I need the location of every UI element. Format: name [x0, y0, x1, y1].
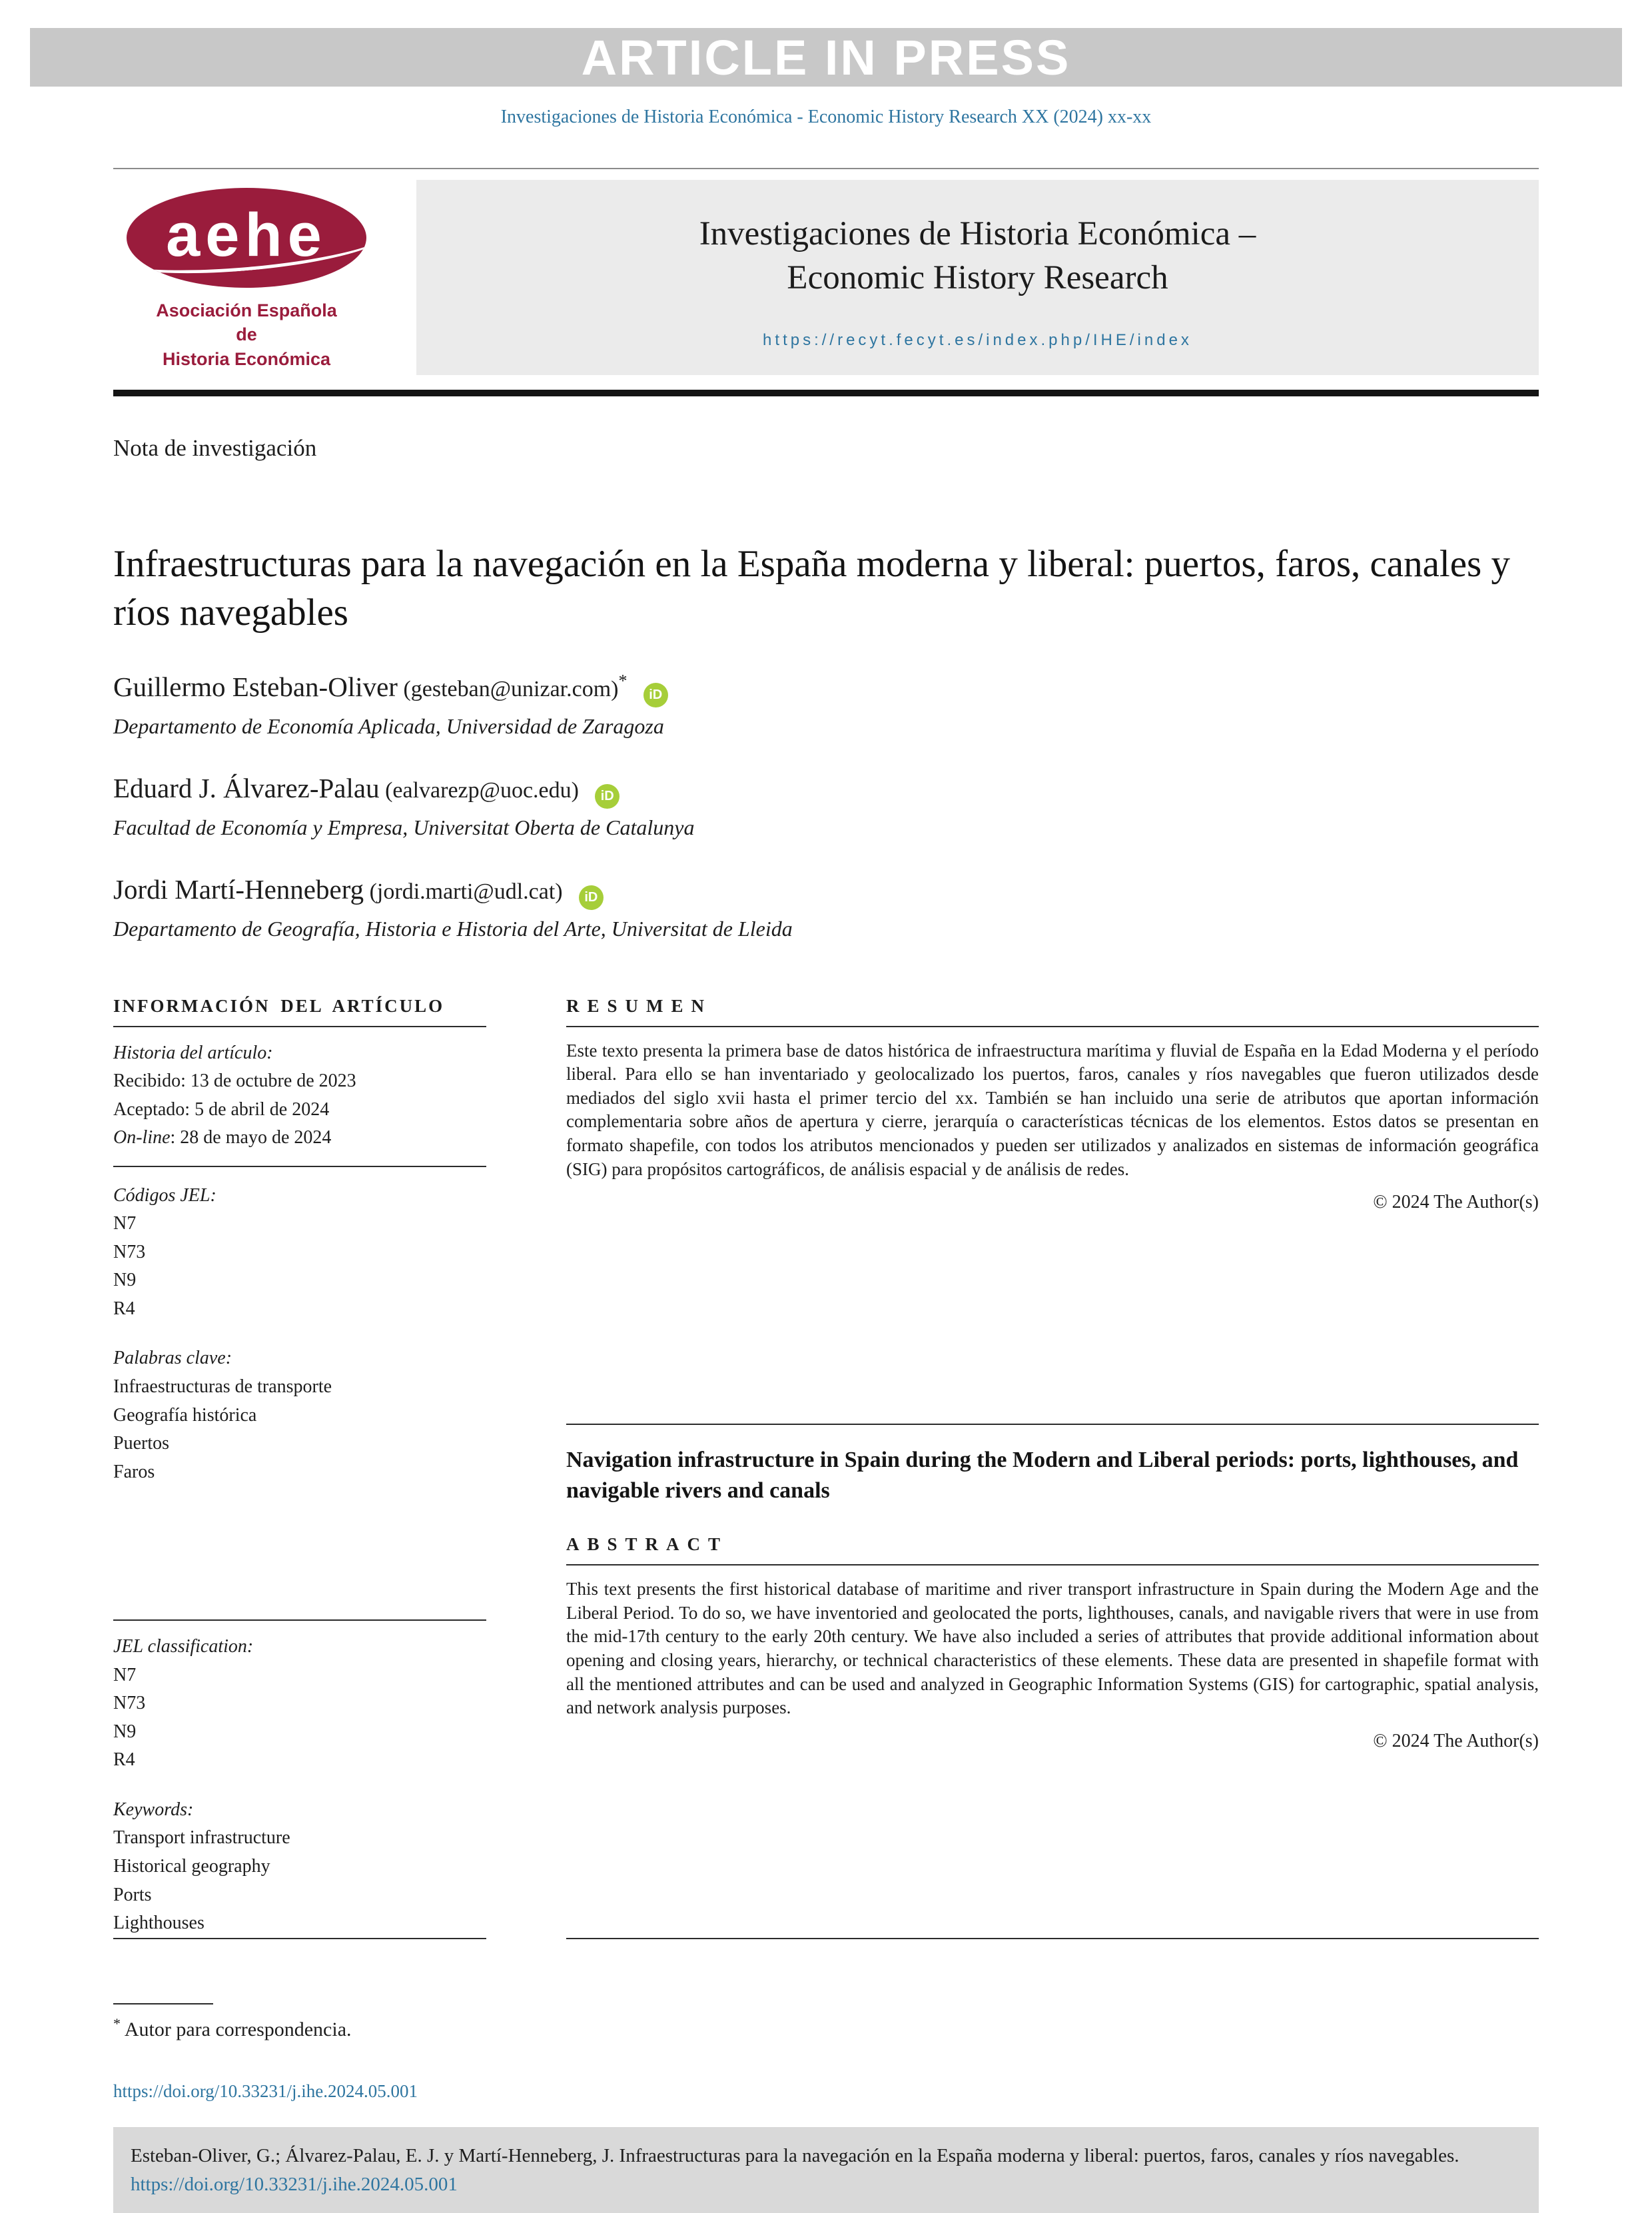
author-block	[113, 873, 1539, 941]
history-accepted: Aceptado: 5 de abril de 2024	[113, 1099, 330, 1120]
keyword: Infraestructuras de transporte	[113, 1376, 332, 1397]
copyright-es: © 2024 The Author(s)	[1373, 1192, 1539, 1213]
article-info-heading: INFORMACIÓN DEL ARTÍCULO	[113, 996, 486, 1027]
author-line	[113, 873, 1539, 910]
footnote-text-line	[113, 2015, 1539, 2041]
author-email: (jordi.marti@udl.cat)	[364, 879, 563, 904]
jel-codes-block	[113, 1182, 486, 1324]
citation-doi-link[interactable]: https://doi.org/10.33231/j.ihe.2024.05.001	[131, 2173, 458, 2195]
history-online	[113, 1124, 486, 1152]
publisher-name-line1: Asociación Española	[156, 300, 337, 320]
doi-line	[113, 2081, 1539, 2102]
history-label: Historia del artículo:	[113, 1042, 273, 1063]
doi-link[interactable]: https://doi.org/10.33231/j.ihe.2024.05.001	[113, 2080, 418, 2101]
history-received: Recibido: 13 de octubre de 2023	[113, 1071, 356, 1092]
journal-reference-link[interactable]: Investigaciones de Historia Económica - Economic History Research XX (2024) xx-xx	[500, 107, 1152, 127]
article-title: Infraestructuras para la navegación en la España moderna y liberal: puertos, faros, canales y ríos navegables	[113, 542, 1510, 634]
author-affiliation: Departamento de Geografía, Historia e Historia del Arte, Universitat de Lleida	[113, 916, 793, 941]
english-title: Navigation infrastructure in Spain during the Modern and Liberal periods: ports, lighthouses, and navigable rivers and canals	[566, 1448, 1519, 1504]
author-block	[113, 772, 1539, 840]
jel-code: N9	[113, 1270, 137, 1291]
jel-classification-block	[113, 1633, 486, 1775]
jel-classification-label: JEL classification:	[113, 1636, 254, 1657]
journal-reference-line	[0, 107, 1652, 128]
jel-code: N9	[113, 1721, 137, 1742]
resumen-text: Este texto presenta la primera base de datos histórica de infraestructura marítima y fluvial de España en la Edad Moderna y el período liberal. Para ello se han inventariado y geolocalizado los puertos, faros, canales y ríos navegables que fueron utilizados desde mediados del siglo xvii hasta el primer tercio del xx. También se han incluido una serie de atributos que aportan información complementaria sobre años de apertura y cierre, jerarquía o características técnicas de los elementos. Estos datos se presentan en formato shapefile, con todos los atributos mencionados y pueden ser utilizados y analizados en sistemas de información geográfica (SIG) para propósitos cartográficos, de análisis espacial y de análisis de redes.	[566, 1040, 1539, 1179]
author-affiliation: Departamento de Economía Aplicada, Universidad de Zaragoza	[113, 713, 664, 738]
keyword: Transport infrastructure	[113, 1827, 290, 1849]
jel-code: R4	[113, 1749, 135, 1771]
author-email: (gesteban@unizar.com)	[397, 676, 619, 701]
correspondence-footnote	[113, 2003, 1539, 2041]
masthead-divider	[113, 390, 1539, 396]
info-abstract-columns	[113, 996, 1539, 1939]
jel-code: N7	[113, 1213, 137, 1234]
copyright-en: © 2024 The Author(s)	[1373, 1730, 1539, 1751]
english-abstract-section	[566, 1424, 1539, 1752]
keywords-en-block	[113, 1796, 486, 1938]
publisher-name	[156, 298, 337, 371]
aehe-logo-acronym: aehe	[166, 201, 327, 269]
jel-classification-section	[113, 1619, 486, 1937]
keyword: Geografía histórica	[113, 1404, 257, 1426]
author-line	[113, 772, 1539, 809]
journal-title	[443, 212, 1512, 300]
keyword: Lighthouses	[113, 1913, 205, 1934]
author-email: (ealvarezp@uoc.edu)	[379, 777, 579, 803]
footnote-marker: *	[113, 2014, 121, 2032]
keywords-block	[113, 1344, 486, 1486]
orcid-icon[interactable]: iD	[579, 885, 604, 910]
jel-code: R4	[113, 1298, 135, 1319]
article-history-block	[113, 1027, 486, 1167]
jel-code: N73	[113, 1241, 146, 1262]
keyword: Faros	[113, 1461, 155, 1482]
resumen-heading: RESUMEN	[566, 996, 1539, 1027]
keywords-en-label: Keywords:	[113, 1799, 194, 1820]
footnote-text: Autor para correspondencia.	[121, 2018, 352, 2040]
history-online-value: : 28 de mayo de 2024	[170, 1127, 332, 1148]
jel-codes-label: Códigos JEL:	[113, 1184, 216, 1206]
footnote-divider	[113, 2003, 213, 2004]
journal-title-line1: Investigaciones de Historia Económica –	[699, 215, 1256, 252]
correspondence-marker: *	[618, 670, 627, 690]
orcid-icon[interactable]: iD	[595, 784, 620, 809]
abstract-column	[566, 996, 1539, 1939]
keyword: Historical geography	[113, 1855, 270, 1877]
masthead	[113, 168, 1539, 375]
article-in-press-banner	[30, 28, 1622, 87]
orcid-icon[interactable]: iD	[643, 683, 668, 707]
keywords-label: Palabras clave:	[113, 1348, 232, 1369]
document-type-label: Nota de investigación	[113, 434, 317, 461]
article-info-column	[113, 996, 486, 1939]
aehe-logo-icon	[127, 188, 366, 288]
abstract-text: This text presents the first historical database of maritime and river transport infrastructure in Spain during the Modern Age and the Liberal Period. To do so, we have inventoried and geolocated the ports, lighthouses, canals, and navigable rivers that were in use from the mid-17th century to the early 20th century. We have also included a series of attributes that provide additional information about opening and closing years, hierarchy, or technical characteristics of these elements. These data are presented in shapefile format with all the mentioned attributes and can be used and analyzed in Geographic Information Systems (GIS) for cartographic, spatial analysis, and network analysis purposes.	[566, 1579, 1539, 1718]
publisher-name-line2: de	[236, 324, 257, 345]
author-affiliation: Facultad de Economía y Empresa, Universitat Oberta de Catalunya	[113, 815, 695, 839]
citation-text: Esteban-Oliver, G.; Álvarez-Palau, E. J. y Martí-Henneberg, J. Infraestructuras para la navegación en la España moderna y liberal: puertos, faros, canales y ríos navegables.	[131, 2144, 1459, 2166]
author-name: Jordi Martí-Henneberg	[113, 873, 364, 905]
author-line	[113, 671, 1539, 707]
author-name: Guillermo Esteban-Oliver	[113, 671, 398, 702]
publisher-logo	[113, 180, 380, 375]
abstract-heading-wrap	[566, 1534, 1539, 1565]
author-name: Eduard J. Álvarez-Palau	[113, 772, 380, 803]
publisher-name-line3: Historia Económica	[162, 348, 331, 369]
jel-code: N7	[113, 1664, 137, 1685]
history-online-label: On-line	[113, 1127, 171, 1148]
citation-box	[113, 2127, 1539, 2213]
keyword: Ports	[113, 1884, 152, 1905]
keyword: Puertos	[113, 1433, 169, 1454]
journal-title-line2: Economic History Research	[787, 259, 1168, 297]
authors-section	[113, 671, 1539, 941]
abstract-heading: ABSTRACT	[566, 1534, 1539, 1565]
journal-header-box	[416, 180, 1539, 375]
journal-homepage-link[interactable]: https://recyt.fecyt.es/index.php/IHE/index	[763, 330, 1192, 349]
jel-code: N73	[113, 1693, 146, 1714]
article-in-press-label: ARTICLE IN PRESS	[581, 29, 1071, 85]
author-block	[113, 671, 1539, 739]
